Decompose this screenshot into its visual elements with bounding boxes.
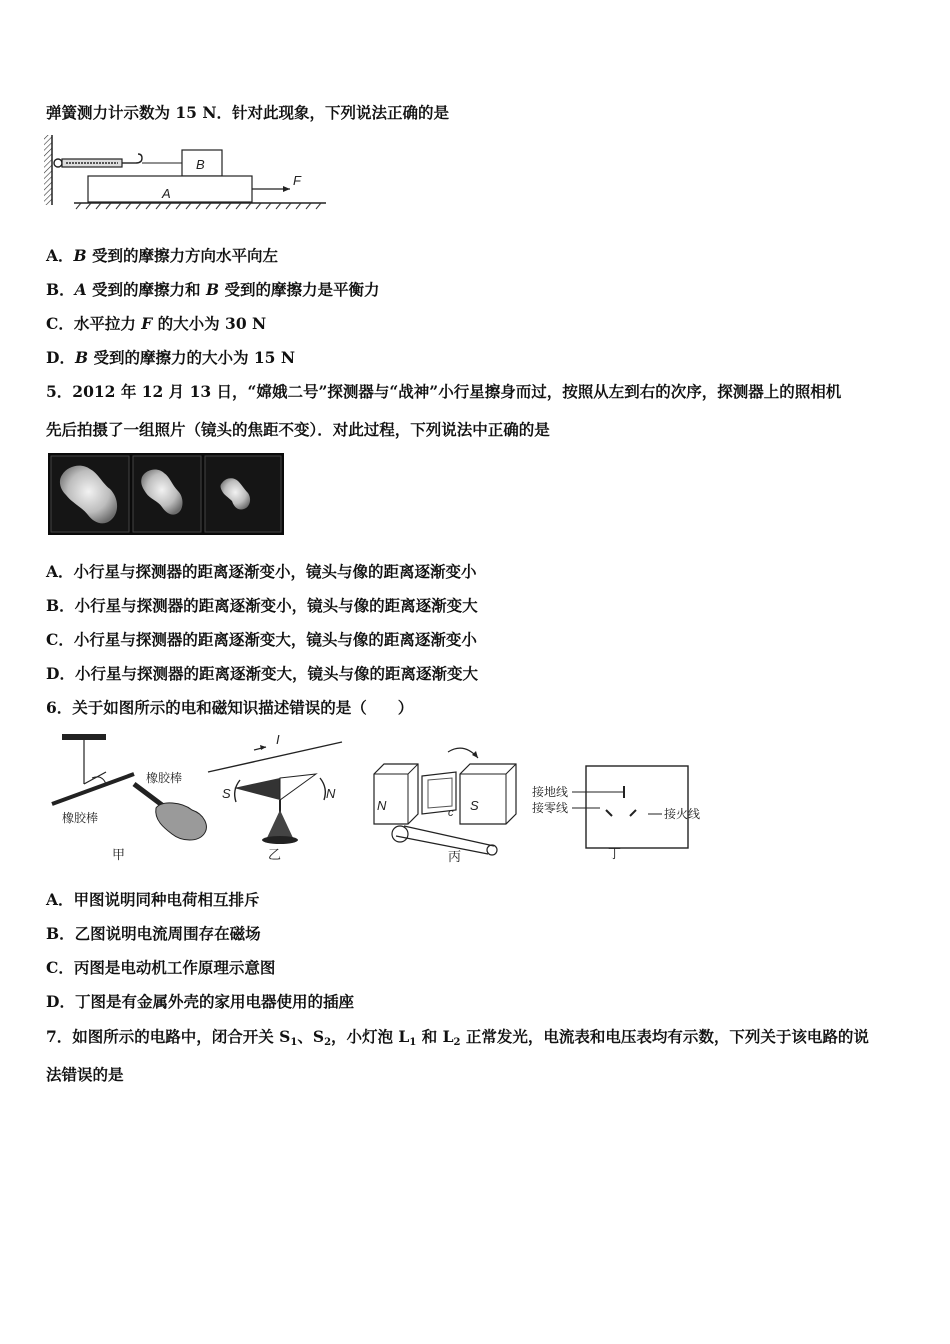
q5-option-a: A．小行星与探测器的距离逐渐变小，镜头与像的距离逐渐变小 <box>46 562 477 581</box>
spring-scale <box>54 154 182 167</box>
photo-3 <box>205 456 281 532</box>
compass-s-label: S <box>222 786 231 801</box>
wall <box>44 135 52 205</box>
q6-option-b: B．乙图说明电流周围存在磁场 <box>46 924 261 943</box>
magnet-n-label: N <box>377 798 387 813</box>
q7-stem-line2: 法错误的是 <box>46 1065 124 1084</box>
ground-wire-label: 接地线 <box>532 785 569 799</box>
rod-label-1: 橡胶棒 <box>62 811 99 825</box>
asteroid-photos <box>48 453 284 535</box>
q6-stem: 6．关于如图所示的电和磁知识描述错误的是（ ） <box>46 698 414 717</box>
q5-stem-line2: 先后拍摄了一组照片（镜头的焦距不变）．对此过程，下列说法中正确的是 <box>46 420 550 439</box>
q7-stem-line1: 7．如图所示的电路中，闭合开关 $S_1$、$S_2$，小灯泡 $L_1$ 和 $L_2$ 正常发光，电流表和电压表均有示数，下列关于该电路的说 <box>46 1027 869 1048</box>
magnet-s-label: S <box>470 798 479 813</box>
block-b-label: B <box>196 157 205 172</box>
q6-figures <box>44 730 724 870</box>
photo-2 <box>133 456 201 532</box>
q4-option-b: B．A 受到的摩擦力和 B 受到的摩擦力是平衡力 <box>46 280 380 299</box>
q5-option-c: C．小行星与探测器的距离逐渐变大，镜头与像的距离逐渐变小 <box>46 630 477 649</box>
q4-stem: 弹簧测力计示数为 15 N．针对此现象，下列说法正确的是 <box>46 103 450 122</box>
q4-option-c: C．水平拉力 F 的大小为 30 N <box>46 314 267 333</box>
coil-c-label: c <box>448 807 454 819</box>
q4-figure <box>44 133 329 211</box>
rod-label-2: 橡胶棒 <box>146 771 183 785</box>
q5-stem-line1: 5．2012 年 12 月 13 日，“嫦娥二号”探测器与“战神”小行星擦身而过，按照从左到右的次序，探测器上的照相机 <box>46 382 842 401</box>
photo-1 <box>51 456 129 532</box>
live-wire-label: 接火线 <box>664 807 701 821</box>
figure-ding <box>532 766 700 861</box>
block-a-label: A <box>162 186 171 201</box>
neutral-wire-label: 接零线 <box>532 801 569 815</box>
q6-option-a: A．甲图说明同种电荷相互排斥 <box>46 890 260 909</box>
current-label: I <box>276 732 280 747</box>
figure-yi <box>208 732 342 862</box>
q5-option-d: D．小行星与探测器的距离逐渐变大，镜头与像的距离逐渐变大 <box>46 664 478 683</box>
compass-n-label: N <box>326 786 336 801</box>
force-label: F <box>293 173 301 188</box>
caption-bing: 丙 <box>448 849 462 864</box>
q4-option-d: D．B 受到的摩擦力的大小为 15 N <box>46 348 295 367</box>
q4-option-a: A．B 受到的摩擦力方向水平向左 <box>46 246 279 265</box>
q6-option-d: D．丁图是有金属外壳的家用电器使用的插座 <box>46 992 354 1011</box>
q6-option-c: C．丙图是电动机工作原理示意图 <box>46 958 276 977</box>
caption-yi: 乙 <box>268 847 282 862</box>
q5-option-b: B．小行星与探测器的距离逐渐变小，镜头与像的距离逐渐变大 <box>46 596 478 615</box>
caption-ding: 丁 <box>608 846 622 861</box>
caption-jia: 甲 <box>112 847 126 862</box>
figure-jia <box>52 734 206 862</box>
figure-bing <box>374 748 516 864</box>
